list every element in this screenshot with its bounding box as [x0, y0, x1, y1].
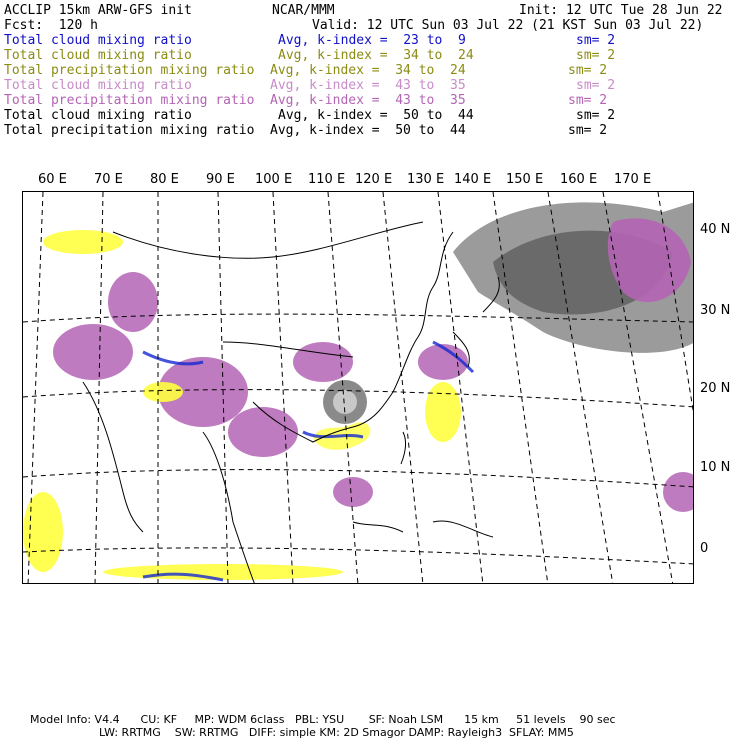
- longitude-label: 110 E: [308, 172, 346, 187]
- longitude-label: 80 E: [150, 172, 179, 187]
- longitude-label: 100 E: [255, 172, 293, 187]
- field-avg: Avg, k-index = 50 to 44: [278, 108, 474, 123]
- title-left: ACCLIP 15km ARW-GFS init: [4, 3, 192, 18]
- init-time: Init: 12 UTC Tue 28 Jun 22: [519, 3, 723, 18]
- field-sm: sm= 2: [568, 123, 608, 138]
- map-panel: [22, 191, 694, 584]
- field-sm: sm= 2: [576, 78, 616, 93]
- longitude-label: 70 E: [94, 172, 123, 187]
- longitude-label: 160 E: [560, 172, 598, 187]
- field-sm: sm= 2: [576, 33, 616, 48]
- field-name: Total precipitation mixing ratio: [4, 93, 255, 108]
- field-avg: Avg, k-index = 23 to 9: [278, 33, 466, 48]
- longitude-label: 60 E: [38, 172, 67, 187]
- longitude-label: 140 E: [454, 172, 492, 187]
- field-avg: Avg, k-index = 43 to 35: [270, 78, 466, 93]
- field-sm: sm= 2: [576, 108, 616, 123]
- longitude-label: 90 E: [206, 172, 235, 187]
- field-avg: Avg, k-index = 34 to 24: [270, 63, 466, 78]
- field-avg: Avg, k-index = 34 to 24: [278, 48, 474, 63]
- longitude-label: 170 E: [614, 172, 652, 187]
- field-sm: sm= 2: [568, 93, 608, 108]
- footer-physics-info: LW: RRTMG SW: RRTMG DIFF: simple KM: 2D Smagor DAMP: Rayleigh3 SFLAY: MM5: [99, 726, 574, 739]
- field-name: Total precipitation mixing ratio: [4, 63, 255, 78]
- footer-model-info: Model Info: V4.4 CU: KF MP: WDM 6class PBL: YSU SF: Noah LSM 15 km 51 levels 90 sec: [30, 713, 616, 726]
- field-avg: Avg, k-index = 50 to 44: [270, 123, 466, 138]
- field-name: Total cloud mixing ratio: [4, 78, 192, 93]
- field-name: Total cloud mixing ratio: [4, 108, 192, 123]
- field-avg: Avg, k-index = 43 to 35: [270, 93, 466, 108]
- field-sm: sm= 2: [568, 63, 608, 78]
- field-sm: sm= 2: [576, 48, 616, 63]
- field-name: Total precipitation mixing ratio: [4, 123, 255, 138]
- latitude-label: 40 N: [700, 222, 731, 237]
- latitude-label: 20 N: [700, 381, 731, 396]
- field-name: Total cloud mixing ratio: [4, 48, 192, 63]
- map-graphic: [23, 192, 694, 584]
- latitude-label: 0: [700, 541, 709, 556]
- title-center: NCAR/MMM: [272, 3, 335, 18]
- latitude-label: 30 N: [700, 303, 731, 318]
- longitude-label: 120 E: [355, 172, 393, 187]
- latitude-label: 10 N: [700, 460, 731, 475]
- longitude-label: 150 E: [506, 172, 544, 187]
- longitude-label: 130 E: [407, 172, 445, 187]
- valid-time: Valid: 12 UTC Sun 03 Jul 22 (21 KST Sun 03 Jul 22): [312, 18, 704, 33]
- forecast-hour: Fcst: 120 h: [4, 18, 98, 33]
- field-name: Total cloud mixing ratio: [4, 33, 192, 48]
